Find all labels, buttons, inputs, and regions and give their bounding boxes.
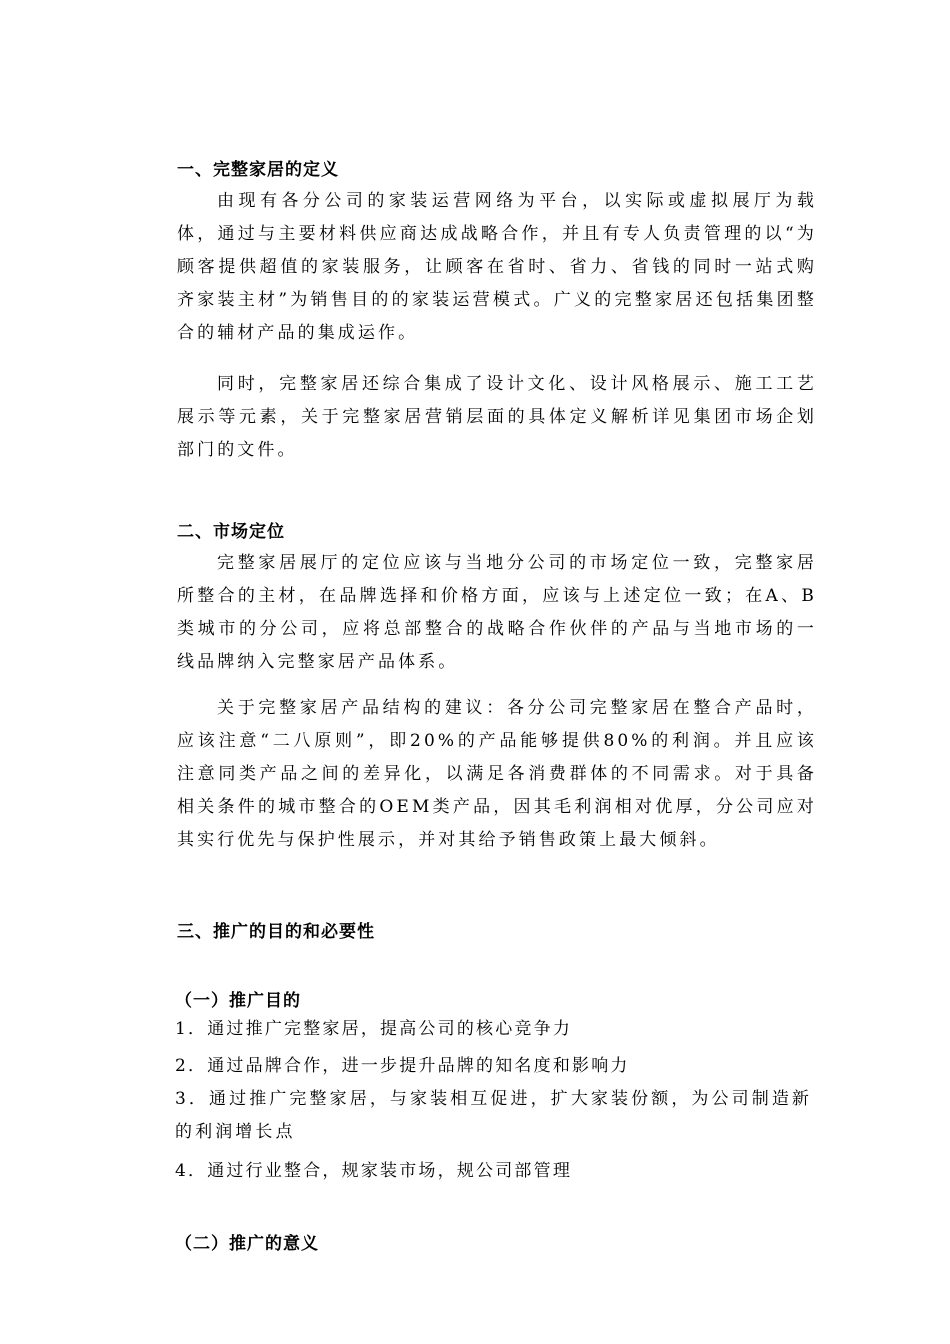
paragraph-definition-1: 由现有各分公司的家装运营网络为平台，以实际或虚拟展厅为载体，通过与主要材料供应商达成战略合作，并且有专人负责管理的以“为顾客提供超值的家装服务，让顾客在省时、省力、省钱的同时一站式购齐家装主材”为销售目的的家装运营模式。广义的完整家居还包括集团整合的辅材产品的集成运作。 — [177, 191, 817, 343]
list-item: 2．通过品牌合作，进一步提升品牌的知名度和影响力 — [175, 1056, 630, 1076]
section-heading-promotion: 三、推广的目的和必要性 — [177, 922, 375, 942]
list-item: 1．通过推广完整家居，提高公司的核心竞争力 — [175, 1019, 573, 1039]
list-item: 3．通过推广完整家居，与家装相互促进，扩大家装份额，为公司制造新的利润增长点 — [175, 1089, 813, 1142]
section-heading-definition: 一、完整家居的定义 — [177, 160, 339, 180]
subsection-heading-promotion-goals: （一）推广目的 — [175, 991, 301, 1011]
section-heading-market-positioning: 二、市场定位 — [177, 522, 285, 542]
paragraph-market-2: 关于完整家居产品结构的建议：各分公司完整家居在整合产品时，应该注意“二八原则”，即20%的产品能够提供80%的利润。并且应该注意同类产品之间的差异化，以满足各消费群体的不同需求。对于具备相关条件的城市整合的OEM类产品，因其毛利润相对优厚，分公司应对其实行优先与保护性展示，并对其给予销售政策上最大倾斜。 — [177, 698, 817, 850]
subsection-heading-promotion-significance: （二）推广的意义 — [175, 1234, 319, 1254]
paragraph-definition-2: 同时，完整家居还综合集成了设计文化、设计风格展示、施工工艺展示等元素，关于完整家居营销层面的具体定义解析详见集团市场企划部门的文件。 — [177, 374, 817, 460]
list-item: 4．通过行业整合，规家装市场，规公司部管理 — [175, 1161, 573, 1181]
paragraph-market-1: 完整家居展厅的定位应该与当地分公司的市场定位一致，完整家居所整合的主材，在品牌选择和价格方面，应该与上述定位一致；在A、B类城市的分公司，应将总部整合的战略合作伙伴的产品与当地市场的一线品牌纳入完整家居产品体系。 — [177, 553, 817, 672]
